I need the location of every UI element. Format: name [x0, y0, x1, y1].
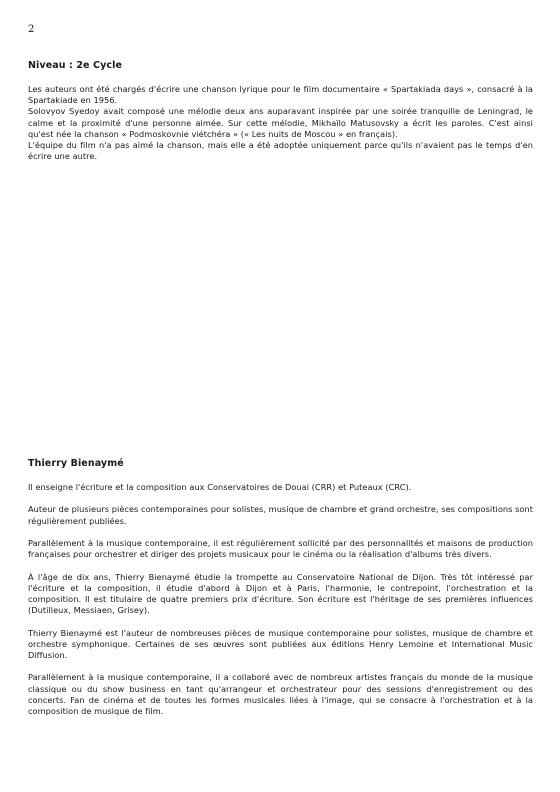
section-body-author	[28, 482, 533, 728]
section-heading-author: Thierry Bienaymé	[28, 458, 124, 469]
paragraph: Parallèlement à la musique contemporaine, il est régulièrement sollicité par des personnalités et maisons de production françaises pour orchestrer et diriger des projets musicaux pour le cinéma ou la réalisation d'albums très divers.	[28, 537, 533, 560]
paragraph: Les auteurs ont été chargés d'écrire une chanson lyrique pour le film documentaire « Spartakiada days », consacré à la Spartakiade en 1956.	[28, 84, 533, 106]
paragraph: Thierry Bienaymé est l'auteur de nombreuses pièces de musique contemporaine pour solistes, musique de chambre et orchestre symphonique. Certaines de ses œuvres sont publiées aux éditions Henry Lemoine et International Music Diffusion.	[28, 627, 533, 660]
section-body-level	[28, 84, 533, 162]
paragraph: Solovyov Syedoy avait composé une mélodie deux ans auparavant inspirée par une soirée tranquille de Leningrad, le calme et la proximité d'une personne aimée. Sur cette mélodie, Mikhaïlo Matusovsky a écrit les paroles. C'est ainsi qu'est née la chanson « Podmoskovnie viétchéra » (« Les nuits de Moscou » en français).	[28, 106, 533, 139]
paragraph: À l'âge de dix ans, Thierry Bienaymé étudie la trompette au Conservatoire National de Dijon. Très tôt intéressé par l'écriture et la composition, il étudie d'abord à Dijon et à Paris, l'harmonie, le contrepoint, l'orchestration et la composition. Il est titulaire de quatre premiers prix d'écriture. Son écriture est l'héritage de ses premières influences (Dutilleux, Messiaen, Grisey).	[28, 571, 533, 616]
paragraph: Il enseigne l'écriture et la composition aux Conservatoires de Douai (CRR) et Puteaux (CRC).	[28, 482, 412, 492]
paragraph: Parallèlement à la musique contemporaine, il a collaboré avec de nombreux artistes français du monde de la musique classique ou du show business en tant qu'arrangeur et orchestrateur pour des sessions d'enregistrement ou des concerts. Fan de cinéma et de toutes les formes musicales liées à l'image, qui se consacre à l'orchestration et à la composition de musique de film.	[28, 672, 533, 716]
paragraph: L'équipe du film n'a pas aimé la chanson, mais elle a été adoptée uniquement parce qu'ils n'avaient pas le temps d'en écrire une autre.	[28, 140, 533, 162]
page-number: 2	[28, 24, 35, 35]
section-heading-level: Niveau : 2e Cycle	[28, 60, 122, 71]
paragraph: Auteur de plusieurs pièces contemporaines pour solistes, musique de chambre et grand orchestre, ses compositions sont régulièrement publiées.	[28, 504, 533, 526]
